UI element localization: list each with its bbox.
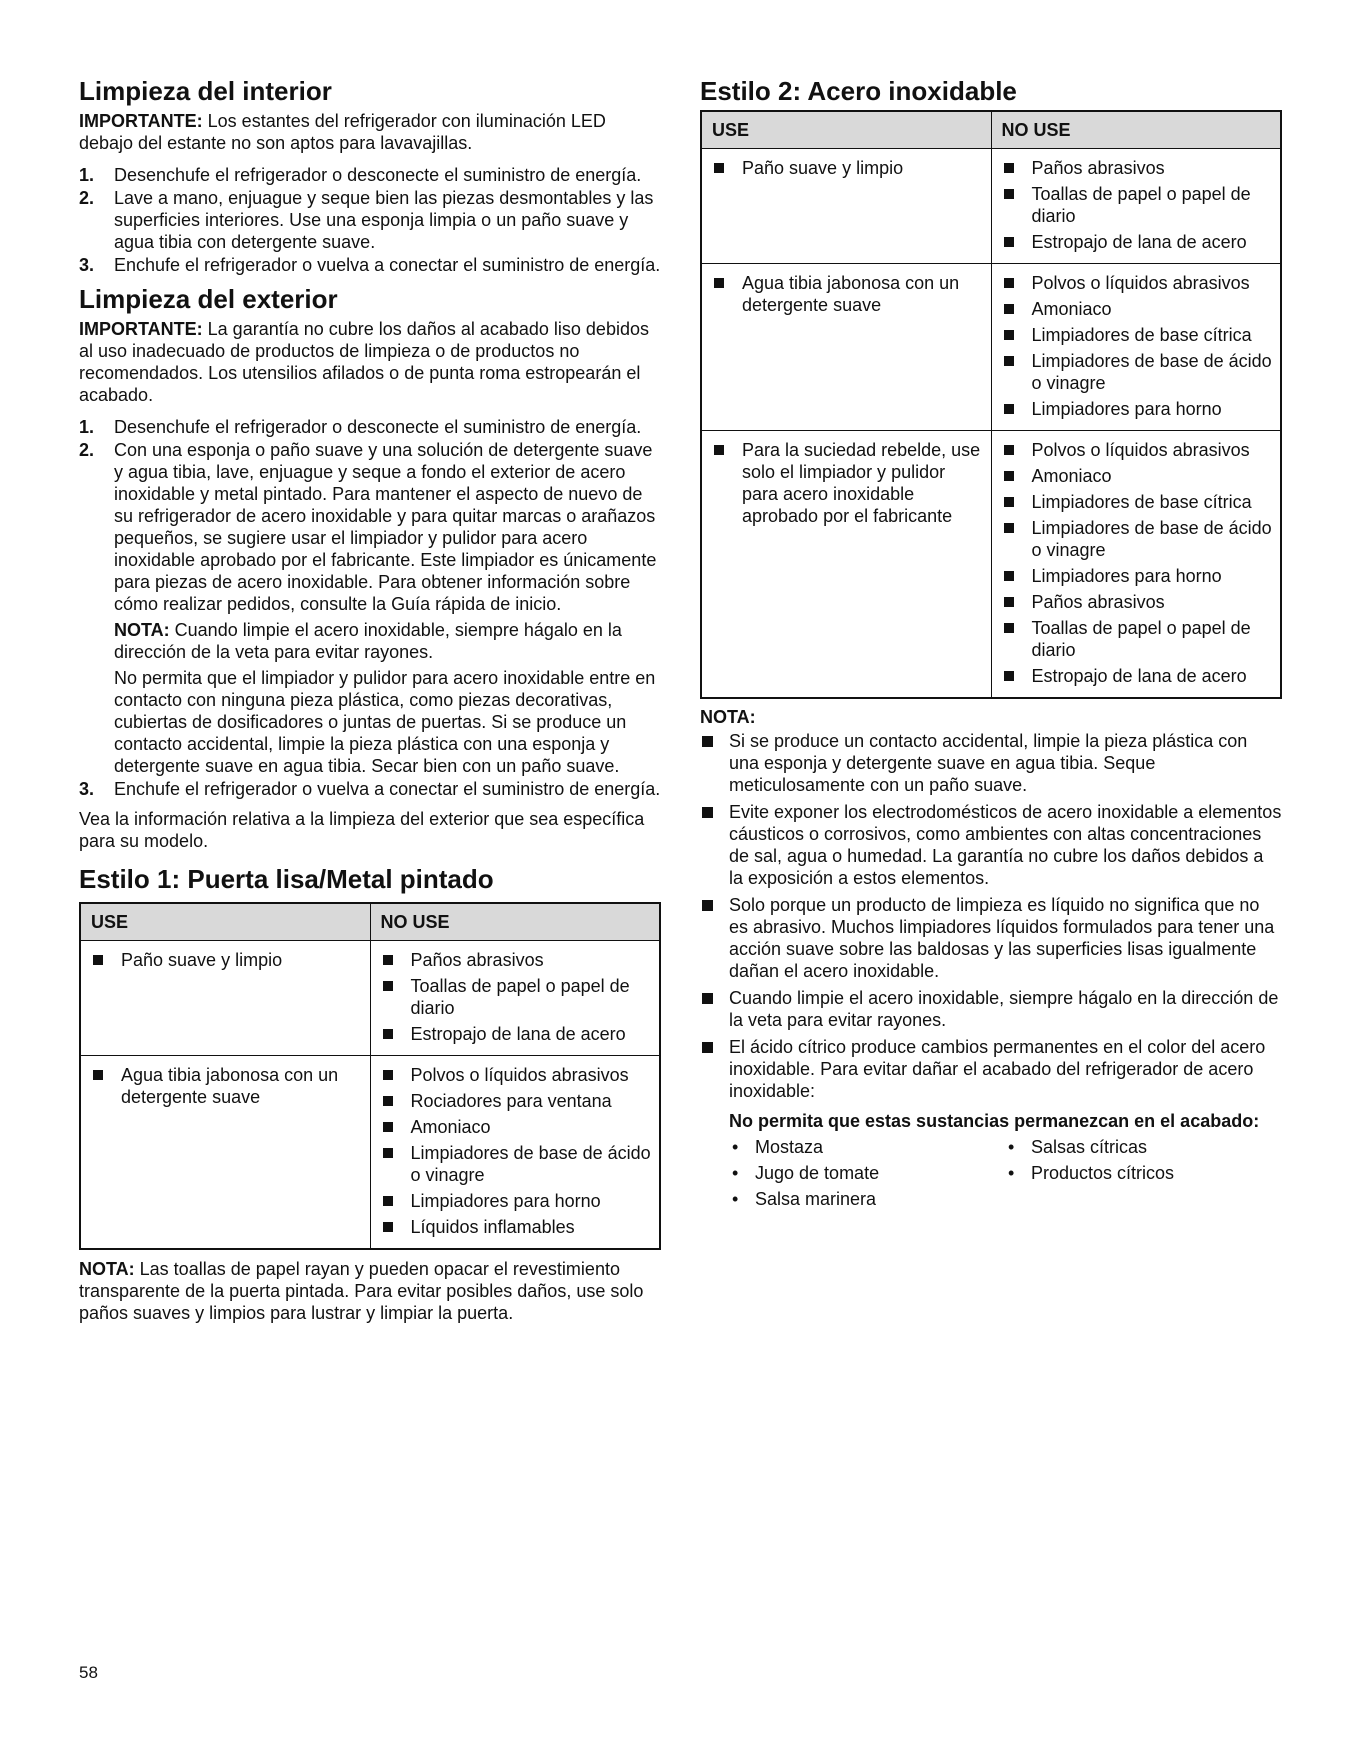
list-item [1002,324,1273,346]
list-item-text: Toallas de papel o papel de diario [1031,618,1251,660]
bullet-list [381,949,652,1045]
square-bullet-icon [714,445,724,455]
use-cell [701,264,991,431]
table-row [701,149,1281,264]
important-text: La garantía no cubre los daños al acabado liso debidos al uso inadecuado de productos de limpieza o de productos no recomendados. Los utensilios afilados o de punta roma estropearán el acabado. [79,319,649,405]
substance-text: Salsa marinera [755,1189,877,1209]
list-item-text: Limpiadores de base de ácido o vinagre [1031,351,1272,393]
exterior-important-note [79,318,661,406]
dot-bullet-icon: • [732,1163,739,1183]
list-item-text: Limpiadores para horno [1031,566,1222,586]
square-bullet-icon [702,736,713,747]
square-bullet-icon [383,1196,393,1206]
square-bullet-icon [1004,597,1014,607]
square-bullet-icon [702,807,713,818]
step-number: 3. [79,255,95,275]
list-item [1002,350,1273,394]
list-item [1002,398,1273,420]
list-item-text: Paño suave y limpio [742,158,904,178]
exterior-step [79,416,661,438]
list-item-text: Toallas de papel o papel de diario [1031,184,1251,226]
exterior-step [79,439,661,777]
square-bullet-icon [383,1222,393,1232]
interior-step [79,254,661,276]
nota-text: Las toallas de papel rayan y pueden opacar el revestimiento transparente de la puerta pintada. Para evitar posibles daños, use solo paños suaves y limpios para lustrar y limpiar la puerta. [79,1259,644,1323]
style2-title: Estilo 2: Acero inoxidable [700,76,1017,106]
square-bullet-icon [383,1029,393,1039]
square-bullet-icon [702,1042,713,1053]
square-bullet-icon [383,1122,393,1132]
bullet-list [1002,272,1273,420]
square-bullet-icon [714,163,724,173]
right-column [700,76,1282,1214]
list-item [1002,517,1273,561]
list-item [712,272,983,316]
square-bullet-icon [1004,330,1014,340]
bullet-list [712,272,983,316]
style1-nota [79,1258,661,1324]
list-item-text: Paño suave y limpio [121,950,283,970]
note-text: Solo porque un producto de limpieza es líquido no significa que no es abrasivo. Muchos limpiadores líquidos formulados para tener una acción suave sobre las baldosas y las superficies lisas igualmente dañan el acero inoxidable. [729,895,1275,981]
bullet-list [1002,439,1273,687]
square-bullet-icon [1004,163,1014,173]
bullet-list [1002,157,1273,253]
substance-item [729,1188,1005,1210]
list-item [381,1142,652,1186]
interior-cleaning-title: Limpieza del interior [79,76,332,106]
substance-item [1005,1162,1281,1184]
table-row [80,1056,660,1250]
use-cell [701,149,991,264]
note-item [700,801,1282,889]
nota-label: NOTA: [79,1259,135,1279]
list-item [381,1216,652,1238]
list-item [1002,439,1273,461]
square-bullet-icon [1004,237,1014,247]
see-info-text: Vea la información relativa a la limpieza del exterior que sea específica para su modelo. [79,809,645,851]
list-item [1002,591,1273,613]
substance-text: Productos cítricos [1031,1163,1175,1183]
list-item-text: Limpiadores para horno [1031,399,1222,419]
step-nota [114,619,661,663]
square-bullet-icon [383,955,393,965]
list-item [1002,157,1273,179]
col-use-header: USE [80,903,370,941]
square-bullet-icon [1004,471,1014,481]
bullet-list [91,949,362,971]
step-number: 2. [79,440,95,460]
square-bullet-icon [1004,623,1014,633]
substances-col1 [729,1136,1005,1214]
step-text: Con una esponja o paño suave y una solución de detergente suave y agua tibia, lave, enjuague y seque a fondo el exterior de acero inoxidable y metal pintado. Para mantener el aspecto de nuevo de su refrigerador de acero inoxidable y para quitar marcas o arañazos pequeños, se sugiere usar el limpiador y pulidor para acero inoxidable aprobado por el fabricante. Este limpiador es únicamente para piezas de acero inoxidable. Para obtener información sobre cómo realizar pedidos, consulte la Guía rápida de inicio. [114,440,657,614]
use-cell [80,941,370,1056]
nouse-cell [991,149,1281,264]
note-item [700,894,1282,982]
list-item-text: Agua tibia jabonosa con un detergente suave [742,273,960,315]
important-label: IMPORTANTE: [79,319,203,339]
list-item [381,1023,652,1045]
square-bullet-icon [383,1070,393,1080]
use-cell [701,431,991,699]
list-item [1002,272,1273,294]
square-bullet-icon [383,1148,393,1158]
nouse-cell [370,1056,660,1250]
list-item-text: Amoniaco [410,1117,491,1137]
nota-text: Cuando limpie el acero inoxidable, siempre hágalo en la dirección de la veta para evitar rayones. [114,620,622,662]
left-column [79,76,661,1324]
step-number: 3. [79,779,95,799]
step-text: Desenchufe el refrigerador o desconecte el suministro de energía. [114,417,642,437]
list-item-text: Estropajo de lana de acero [1031,232,1247,252]
note-text: Si se produce un contacto accidental, limpie la pieza plástica con una esponja y detergente suave en agua tibia. Seque meticulosamente con un paño suave. [729,731,1248,795]
note-text: El ácido cítrico produce cambios permanentes en el color del acero inoxidable. Para evitar dañar el acabado del refrigerador de acero inoxidable: [729,1037,1266,1101]
step-number: 1. [79,165,95,185]
list-item [91,949,362,971]
dot-bullet-icon: • [732,1137,739,1157]
list-item-text: Estropajo de lana de acero [1031,666,1247,686]
list-item [381,1190,652,1212]
step-extra: No permita que el limpiador y pulidor para acero inoxidable entre en contacto con ninguna pieza plástica, como piezas decorativas, cubiertas de dosificadores o juntas de puertas. Si se produce un contacto accidental, limpie la pieza plástica con una esponja y detergente suave en agua tibia. Secar bien con un paño suave. [114,668,656,776]
col-nouse-header: NO USE [991,111,1281,149]
notes-label: NOTA: [700,707,756,727]
nouse-cell [991,431,1281,699]
list-item [1002,565,1273,587]
step-text: Enchufe el refrigerador o vuelva a conectar el suministro de energía. [114,779,661,799]
list-item-text: Polvos o líquidos abrasivos [1031,440,1250,460]
style2-table [700,110,1282,699]
important-label: IMPORTANTE: [79,111,203,131]
list-item-text: Polvos o líquidos abrasivos [410,1065,629,1085]
list-item [381,1090,652,1112]
square-bullet-icon [93,1070,103,1080]
substances-lists [729,1136,1282,1214]
square-bullet-icon [1004,497,1014,507]
step-text: Enchufe el refrigerador o vuelva a conectar el suministro de energía. [114,255,661,275]
square-bullet-icon [1004,278,1014,288]
nota-label: NOTA: [114,620,170,640]
table-row [701,264,1281,431]
list-item [1002,617,1273,661]
list-item [381,975,652,1019]
table-row [701,431,1281,699]
notes-list [700,730,1282,1102]
list-item-text: Limpiadores para horno [410,1191,601,1211]
list-item [1002,465,1273,487]
list-item [712,157,983,179]
substance-item [729,1162,1005,1184]
list-item-text: Para la suciedad rebelde, use solo el limpiador y pulidor para acero inoxidable aprobado por el fabricante [742,440,981,526]
table-row [80,941,660,1056]
nouse-cell [370,941,660,1056]
bullet-list [712,439,983,527]
note-item [700,730,1282,796]
list-item [1002,665,1273,687]
list-item-text: Estropajo de lana de acero [410,1024,626,1044]
interior-important-note [79,110,661,154]
list-item-text: Amoniaco [1031,466,1112,486]
list-item-text: Agua tibia jabonosa con un detergente suave [121,1065,339,1107]
style1-title: Estilo 1: Puerta lisa/Metal pintado [79,864,494,894]
dot-bullet-icon: • [732,1189,739,1209]
note-text: Cuando limpie el acero inoxidable, siempre hágalo en la dirección de la veta para evitar rayones. [729,988,1279,1030]
step-text: Desenchufe el refrigerador o desconecte el suministro de energía. [114,165,642,185]
exterior-cleaning-title: Limpieza del exterior [79,284,338,314]
col-use-header: USE [701,111,991,149]
list-item [381,949,652,971]
square-bullet-icon [1004,445,1014,455]
interior-step [79,164,661,186]
substance-text: Jugo de tomate [755,1163,880,1183]
note-text: Evite exponer los electrodomésticos de acero inoxidable a elementos cáusticos o corrosivos, como ambientes con altas concentraciones de sal, agua o humedad. La garantía no cubre los daños debidos a la exposición a estos elementos. [729,802,1282,888]
list-item-text: Líquidos inflamables [410,1217,575,1237]
list-item-text: Limpiadores de base cítrica [1031,492,1252,512]
list-item [712,439,983,527]
list-item-text: Amoniaco [1031,299,1112,319]
substances-warning-title: No permita que estas sustancias permanezcan en el acabado: [729,1111,1260,1131]
exterior-step [79,778,661,800]
dot-bullet-icon: • [1008,1163,1015,1183]
list-item [381,1064,652,1086]
list-item [381,1116,652,1138]
list-item-text: Toallas de papel o papel de diario [410,976,630,1018]
list-item [1002,491,1273,513]
col-nouse-header: NO USE [370,903,660,941]
list-item-text: Polvos o líquidos abrasivos [1031,273,1250,293]
bullet-list [91,1064,362,1108]
square-bullet-icon [1004,356,1014,366]
square-bullet-icon [383,1096,393,1106]
square-bullet-icon [1004,671,1014,681]
square-bullet-icon [1004,404,1014,414]
note-item [700,987,1282,1031]
step-text: Lave a mano, enjuague y seque bien las piezas desmontables y las superficies interiores. Use una esponja limpia o un paño suave y agua tibia con detergente suave. [114,188,654,252]
step-number: 2. [79,188,95,208]
interior-step [79,187,661,253]
interior-steps [79,164,661,276]
list-item-text: Paños abrasivos [1031,158,1165,178]
square-bullet-icon [1004,571,1014,581]
list-item-text: Rociadores para ventana [410,1091,612,1111]
substance-item [729,1136,1005,1158]
substance-text: Salsas cítricas [1031,1137,1148,1157]
substance-item [1005,1136,1281,1158]
list-item-text: Paños abrasivos [410,950,544,970]
list-item-text: Limpiadores de base de ácido o vinagre [1031,518,1272,560]
step-number: 1. [79,417,95,437]
dot-bullet-icon: • [1008,1137,1015,1157]
substances-col2 [1005,1136,1281,1214]
square-bullet-icon [383,981,393,991]
page-number: 58 [79,1663,98,1682]
square-bullet-icon [702,900,713,911]
note-item [700,1036,1282,1102]
list-item-text: Paños abrasivos [1031,592,1165,612]
list-item [1002,231,1273,253]
square-bullet-icon [702,993,713,1004]
list-item [91,1064,362,1108]
list-item [1002,183,1273,227]
square-bullet-icon [1004,523,1014,533]
bullet-list [381,1064,652,1238]
list-item [1002,298,1273,320]
bullet-list [712,157,983,179]
important-text: Los estantes del refrigerador con iluminación LED debajo del estante no son aptos para lavavajillas. [79,111,606,153]
square-bullet-icon [1004,189,1014,199]
square-bullet-icon [93,955,103,965]
list-item-text: Limpiadores de base de ácido o vinagre [410,1143,651,1185]
use-cell [80,1056,370,1250]
list-item-text: Limpiadores de base cítrica [1031,325,1252,345]
exterior-steps [79,416,661,800]
square-bullet-icon [1004,304,1014,314]
substance-text: Mostaza [755,1137,824,1157]
style1-table [79,902,661,1250]
square-bullet-icon [714,278,724,288]
nouse-cell [991,264,1281,431]
